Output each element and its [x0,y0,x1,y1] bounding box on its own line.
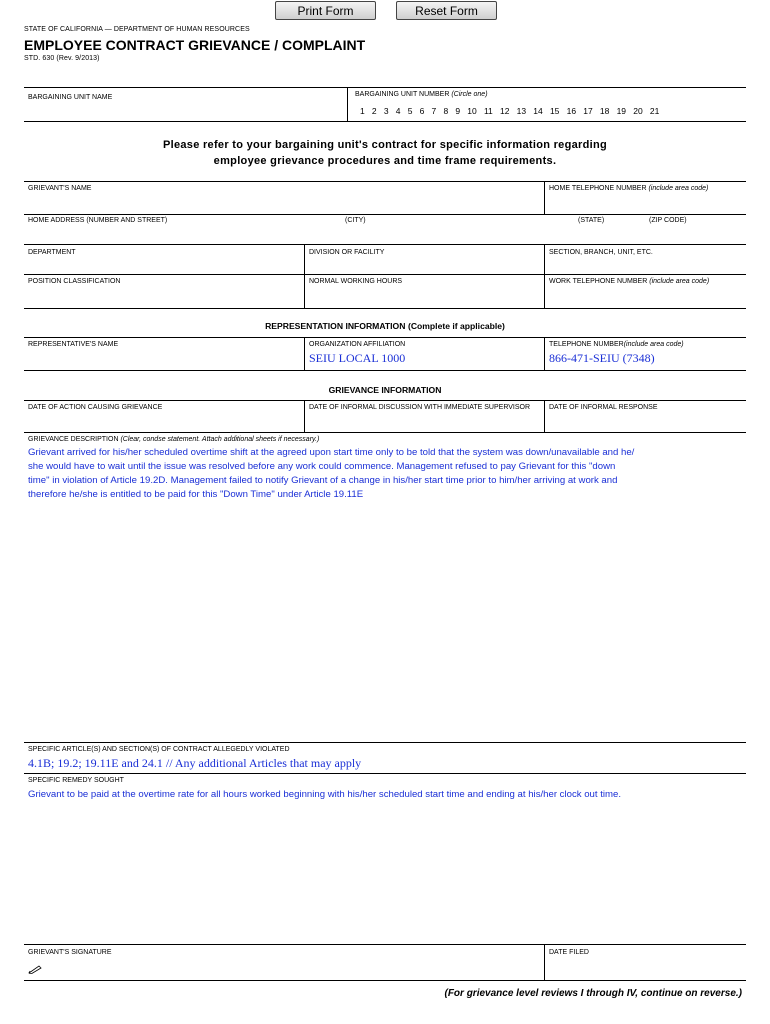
home-address-label: HOME ADDRESS (NUMBER AND STREET) [28,217,168,224]
bargaining-unit-option-7[interactable]: 7 [431,106,437,116]
representative-phone-label: TELEPHONE NUMBER(include area code) [549,341,684,348]
form-number: STD. 630 (Rev. 9/2013) [24,55,100,62]
date-informal-discussion-field[interactable] [309,414,541,429]
date-informal-discussion-label: DATE OF INFORMAL DISCUSSION WITH IMMEDIATE SUPERVISOR [309,404,531,411]
bargaining-unit-option-10[interactable]: 10 [467,106,477,116]
form-title: EMPLOYEE CONTRACT GRIEVANCE / COMPLAINT [24,37,366,53]
date-filed-label: DATE FILED [549,949,589,956]
home-phone-label: HOME TELEPHONE NUMBER (include area code) [549,185,709,192]
grievance-description-line: Grievant arrived for his/her scheduled overtime shift at the agreed upon start time only to be told that the system was down/unavailable and he/ [28,447,635,458]
bargaining-unit-option-20[interactable]: 20 [633,106,643,116]
city-label: (CITY) [345,217,366,224]
bargaining-unit-option-3[interactable]: 3 [383,106,389,116]
work-phone-field[interactable] [549,289,744,305]
section-field[interactable] [549,259,744,272]
grievance-description-line: time" in violation of Article 19.2D. Management failed to notify Grievant of a change in his/her start time prior to him/her arriving at work and [28,475,618,486]
bargaining-unit-option-8[interactable]: 8 [443,106,449,116]
remedy-sought-field[interactable]: Grievant to be paid at the overtime rate for all hours worked beginning with his/her scheduled start time and ending at his/her clock out time. [28,789,621,800]
bargaining-unit-name-label: BARGAINING UNIT NAME [28,94,113,101]
rule [24,87,746,88]
grievance-heading: GRIEVANCE INFORMATION [328,385,442,395]
articles-violated-field[interactable]: 4.1B; 19.2; 19.11E and 24.1 // Any additional Articles that may apply [28,756,362,770]
date-informal-response-field[interactable] [549,414,744,429]
grievant-name-field[interactable] [28,196,540,212]
organization-affiliation-label: ORGANIZATION AFFILIATION [309,341,406,348]
bargaining-unit-option-14[interactable]: 14 [533,106,543,116]
normal-working-hours-label: NORMAL WORKING HOURS [309,278,403,285]
department-field[interactable] [28,259,300,272]
bargaining-unit-option-2[interactable]: 2 [371,106,377,116]
agency-name: STATE OF CALIFORNIA — DEPARTMENT OF HUMAN RESOURCES [24,26,250,33]
notice-line-1: Please refer to your bargaining unit's contract for specific information regarding [162,139,608,151]
bargaining-unit-option-15[interactable]: 15 [549,106,560,116]
remedy-sought-label: SPECIFIC REMEDY SOUGHT [28,777,124,784]
bargaining-unit-option-17[interactable]: 17 [583,106,593,116]
bargaining-unit-option-11[interactable]: 11 [483,106,493,116]
date-filed-field[interactable] [549,960,744,978]
articles-violated-label: SPECIFIC ARTICLE(S) AND SECTION(S) OF CONTRACT ALLEGEDLY VIOLATED [28,746,290,753]
section-label: SECTION, BRANCH, UNIT, ETC. [549,249,653,256]
work-phone-label: WORK TELEPHONE NUMBER (include area code) [549,278,710,285]
representative-name-field[interactable] [28,352,300,367]
normal-working-hours-field[interactable] [309,289,541,305]
bargaining-unit-option-12[interactable]: 12 [499,106,510,116]
bargaining-unit-number-label: BARGAINING UNIT NUMBER (Circle one) [355,91,488,98]
bargaining-unit-option-18[interactable]: 18 [599,106,610,116]
grievance-description-label: GRIEVANCE DESCRIPTION (Clear, condse statement. Attach additional sheets if necessary.) [28,436,320,443]
print-form-button[interactable]: Print Form [275,1,376,20]
home-phone-field[interactable] [549,196,744,212]
grievant-signature-field[interactable] [46,960,540,978]
bargaining-unit-option-13[interactable]: 13 [516,106,527,116]
bargaining-unit-option-16[interactable]: 16 [566,106,577,116]
department-label: DEPARTMENT [28,249,76,256]
notice-line-2: employee grievance procedures and time frame requirements. [213,155,557,167]
position-classification-field[interactable] [28,289,300,305]
grievant-signature-label: GRIEVANT'S SIGNATURE [28,949,112,956]
zip-label: (ZIP CODE) [649,217,687,224]
grievance-description-field[interactable] [28,446,744,502]
representative-phone-field[interactable]: 866-471-SEIU (7348) [549,351,655,365]
bargaining-unit-option-4[interactable]: 4 [395,106,401,116]
representative-name-label: REPRESENTATIVE'S NAME [28,341,119,348]
rule [347,87,348,121]
organization-affiliation-field[interactable]: SEIU LOCAL 1000 [309,351,406,365]
pen-icon [28,964,42,974]
reset-form-button[interactable]: Reset Form [396,1,497,20]
date-of-action-label: DATE OF ACTION CAUSING GRIEVANCE [28,404,163,411]
home-address-field[interactable] [28,228,743,242]
grievance-description-line: she would have to wait until the issue was resolved before any work could commence. Management refused to pay Grievant for this "down [28,461,616,472]
bargaining-unit-name-field[interactable] [28,104,344,119]
reverse-side-note: (For grievance level reviews I through IV, continue on reverse.) [444,988,742,999]
bargaining-unit-option-5[interactable]: 5 [407,106,413,116]
date-of-action-field[interactable] [28,414,300,429]
state-label: (STATE) [578,217,605,224]
division-label: DIVISION OR FACILITY [309,249,385,256]
division-field[interactable] [309,259,541,272]
representation-heading: REPRESENTATION INFORMATION (Complete if applicable) [265,321,505,331]
grievance-description-line: therefore he/she is entitled to be paid for this "Down Time" under Article 19.11E [28,489,364,500]
bargaining-unit-number-options[interactable] [360,106,667,116]
bargaining-unit-option-1[interactable]: 1 [360,106,365,116]
grievant-name-label: GRIEVANT'S NAME [28,185,92,192]
date-informal-response-label: DATE OF INFORMAL RESPONSE [549,404,658,411]
bargaining-unit-option-9[interactable]: 9 [455,106,461,116]
bargaining-unit-option-6[interactable]: 6 [419,106,425,116]
position-classification-label: POSITION CLASSIFICATION [28,278,121,285]
bargaining-unit-option-19[interactable]: 19 [616,106,627,116]
rule [24,121,746,122]
bargaining-unit-option-21[interactable]: 21 [649,106,660,116]
